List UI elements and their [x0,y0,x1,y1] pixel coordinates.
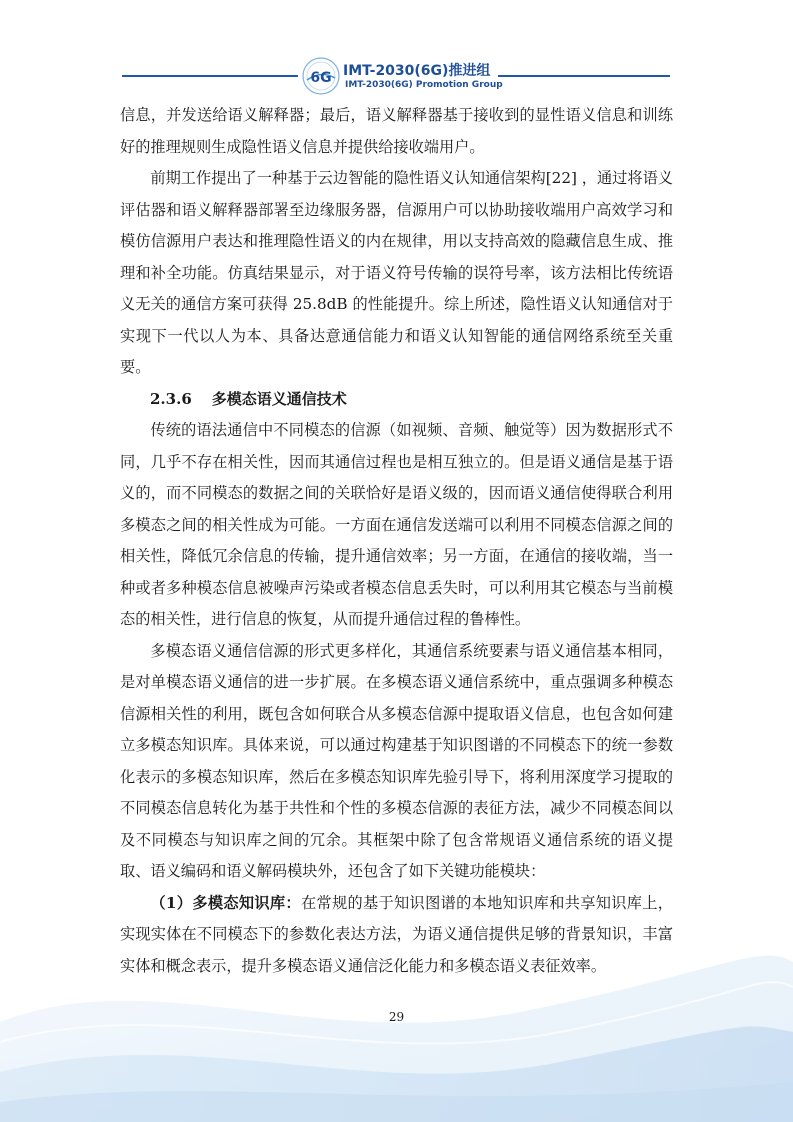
paragraph-implicit-semantics: 前期工作提出了一种基于云边智能的隐性语义认知通信架构[22] ，通过将语义评估器和语义解释器部署至边缘服务器，信源用户可以协助接收端用户高效学习和模仿信源用户表达和推理隐性语义的内在规律，用以支持高效的隐藏信息生成、推理和补全功能。仿真结果显示，对于语义符号传输的误符号率，该方法相比传统语义无关的通信方案可获得 25.8dB 的性能提升。综上所述，隐性语义认知通信对于实现下一代以人为本、具备达意通信能力和语义认知智能的通信网络系统至关重要。 [120,169,673,376]
section-number: 2.3.6 [150,389,192,408]
logo-text: 6G [310,70,332,86]
knowledge-base-lead: （1）多模态知识库： [150,893,301,912]
section-heading [120,384,673,416]
paragraph-multimodal-system: 多模态语义通信信源的形式更多样化，其通信系统要素与语义通信基本相同，是对单模态语义通信的进一步扩展。在多模态语义通信系统中，重点强调多种模态信源相关性的利用，既包含如何联合从多模态信源中提取语义信息，也包含如何建立多模态知识库。具体来说，可以通过构建基于知识图谱的不同模态下的统一参数化表示的多模态知识库，然后在多模态知识库先验引导下，将利用深度学习提取的不同模态信息转化为基于共性和个性的多模态信源的表征方法，减少不同模态间以及不同模态与知识库之间的冗余。其框架中除了包含常规语义通信系统的语义提取、语义编码和语义解码模块外，还包含了如下关键功能模块： [120,641,673,880]
brand-subtitle: IMT-2030(6G) Promotion Group [345,80,503,90]
section-title: 多模态语义通信技术 [211,389,347,408]
knowledge-base-text: 在常规的基于知识图谱的本地知识库和共享知识库上，实现实体在不同模态下的参数化表达方法，为语义通信提供足够的背景知识，丰富实体和概念表示，提升多模态语义通信泛化能力和多模态语义表征效率。 [120,893,673,975]
page-header [0,56,793,96]
header-rule-right [498,75,670,77]
paragraph-continued: 信息，并发送给语义解释器；最后，语义解释器基于接收到的显性语义信息和训练好的推理规则生成隐性语义信息并提供给接收端用户。 [120,106,673,156]
brand-title: IMT-2030(6G)推进组 [343,63,491,79]
imt2030-logo-icon [301,56,341,96]
paragraph-traditional-comm: 传统的语法通信中不同模态的信源（如视频、音频、触觉等）因为数据形式不同，几乎不存在相关性，因而其通信过程也是相互独立的。但是语义通信是基于语义的，而不同模态的数据之间的关联恰好是语义级的，因而语义通信使得联合利用多模态之间的相关性成为可能。一方面在通信发送端可以利用不同模态信源之间的相关性，降低冗余信息的传输，提升通信效率；另一方面，在通信的接收端，当一种或者多种模态信息被噪声污染或者模态信息丢失时，可以利用其它模态与当前模态的相关性，进行信息的恢复，从而提升通信过程的鲁棒性。 [120,421,673,628]
page-number: 29 [388,1010,405,1024]
header-rule-left [122,75,298,77]
document-body [120,100,673,982]
